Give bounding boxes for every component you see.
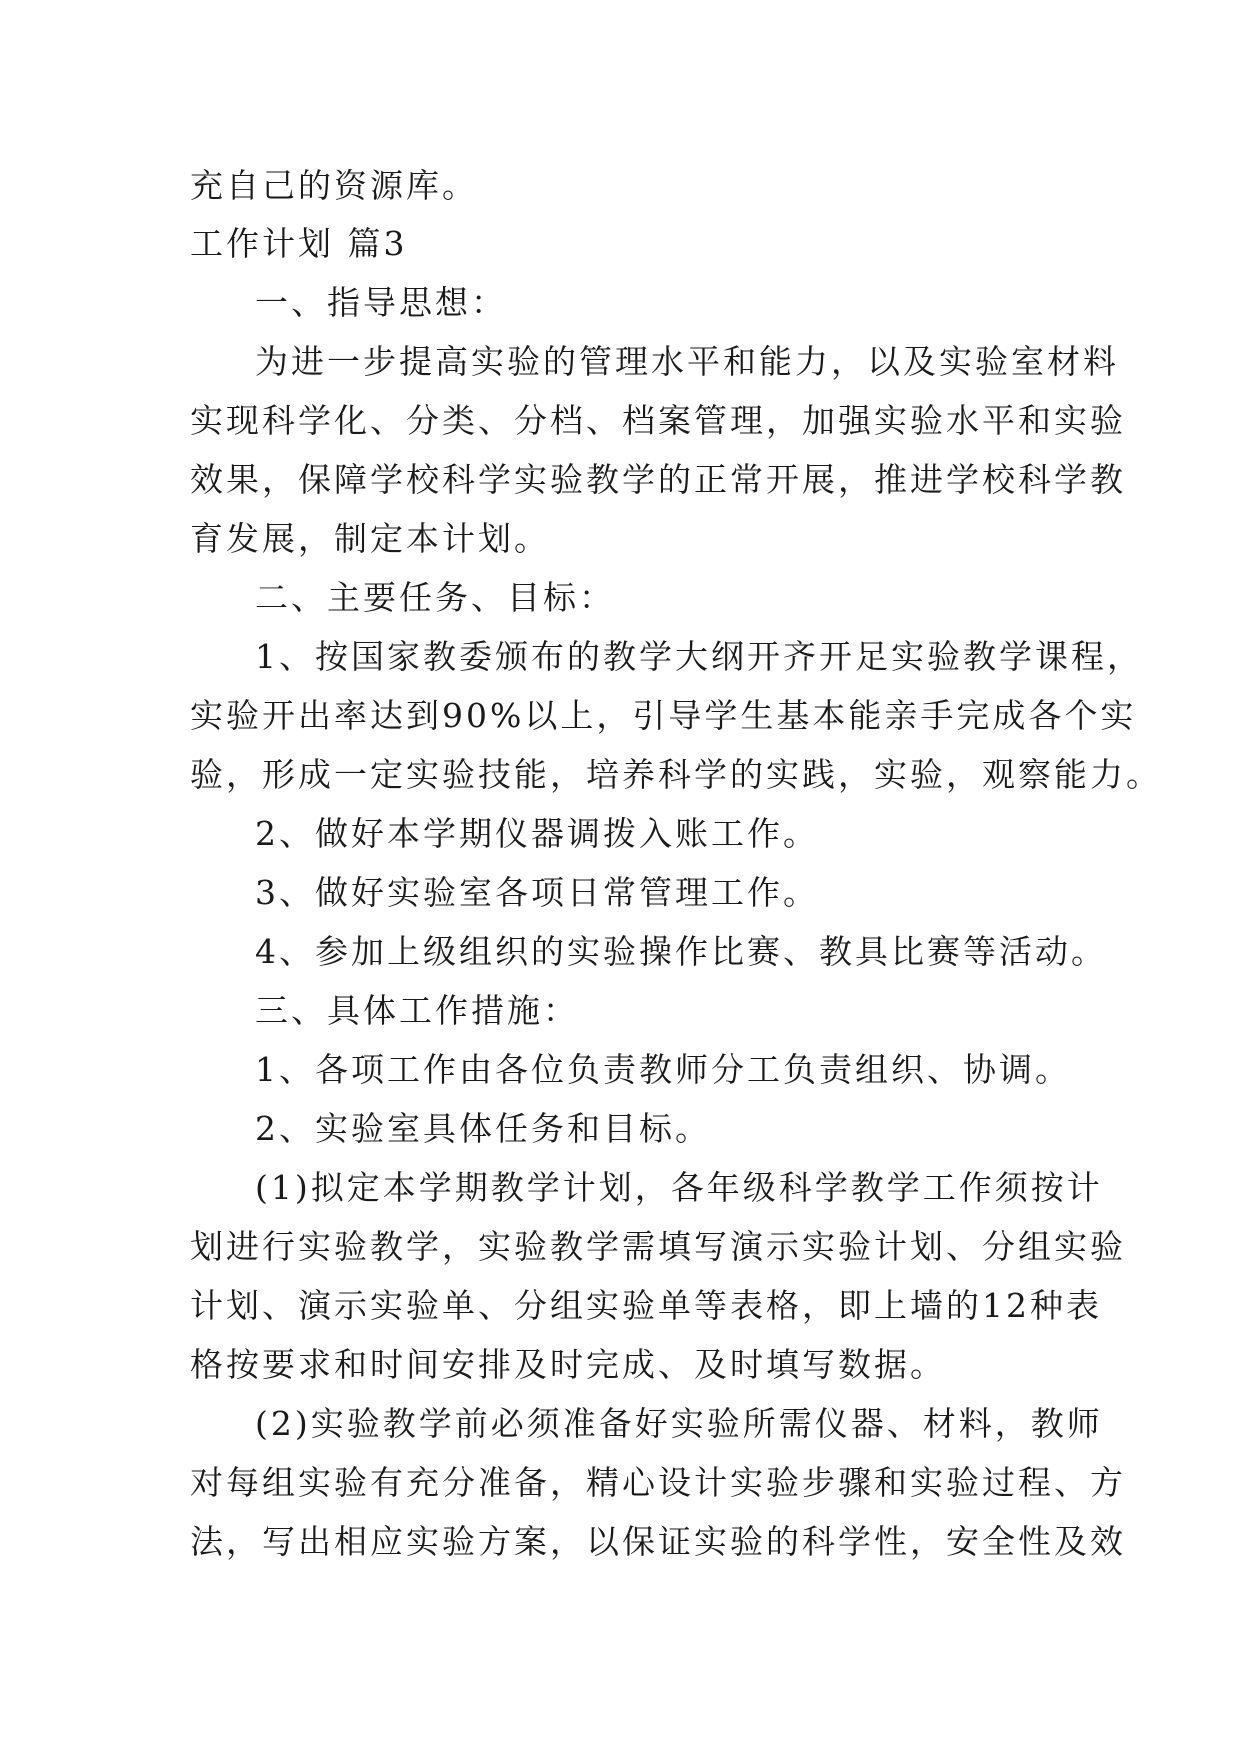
subheading: 一、指导思想： xyxy=(255,283,507,322)
section-heading: 工作计划 篇3 xyxy=(190,224,408,263)
text-line: 法，写出相应实验方案，以保证实验的科学性，安全性及效 xyxy=(190,1522,1126,1561)
subheading: 二、主要任务、目标： xyxy=(255,578,615,617)
text-line: 对每组实验有充分准备，精心设计实验步骤和实验过程、方 xyxy=(190,1463,1126,1502)
text-line: 1、按国家教委颁布的教学大纲开齐开足实验教学课程， xyxy=(255,637,1143,676)
text-line: 3、做好实验室各项日常管理工作。 xyxy=(255,873,819,912)
text-line: 划进行实验教学，实验教学需填写演示实验计划、分组实验 xyxy=(190,1227,1126,1266)
subheading: 三、具体工作措施： xyxy=(255,991,579,1030)
text-line: 充自己的资源库。 xyxy=(190,166,478,205)
text-line: 格按要求和时间安排及时完成、及时填写数据。 xyxy=(190,1345,946,1384)
text-line: 1、各项工作由各位负责教师分工负责组织、协调。 xyxy=(255,1050,1071,1089)
text-line: 育发展，制定本计划。 xyxy=(190,519,550,558)
text-line: 实验开出率达到90%以上，引导学生基本能亲手完成各个实 xyxy=(190,696,1137,735)
text-line: 2、做好本学期仪器调拨入账工作。 xyxy=(255,814,819,853)
text-line: (1)拟定本学期教学计划，各年级科学教学工作须按计 xyxy=(255,1168,1103,1207)
text-line: 为进一步提高实验的管理水平和能力，以及实验室材料 xyxy=(255,342,1119,381)
text-line: 验，形成一定实验技能，培养科学的实践，实验，观察能力。 xyxy=(190,755,1162,794)
text-line: 2、实验室具体任务和目标。 xyxy=(255,1109,711,1148)
text-line: 效果，保障学校科学实验教学的正常开展，推进学校科学教 xyxy=(190,460,1126,499)
text-line: 计划、演示实验单、分组实验单等表格，即上墙的12种表 xyxy=(190,1286,1102,1325)
text-line: 4、参加上级组织的实验操作比赛、教具比赛等活动。 xyxy=(255,932,1107,971)
text-line: (2)实验教学前必须准备好实验所需仪器、材料，教师 xyxy=(255,1404,1103,1443)
text-line: 实现科学化、分类、分档、档案管理，加强实验水平和实验 xyxy=(190,401,1126,440)
